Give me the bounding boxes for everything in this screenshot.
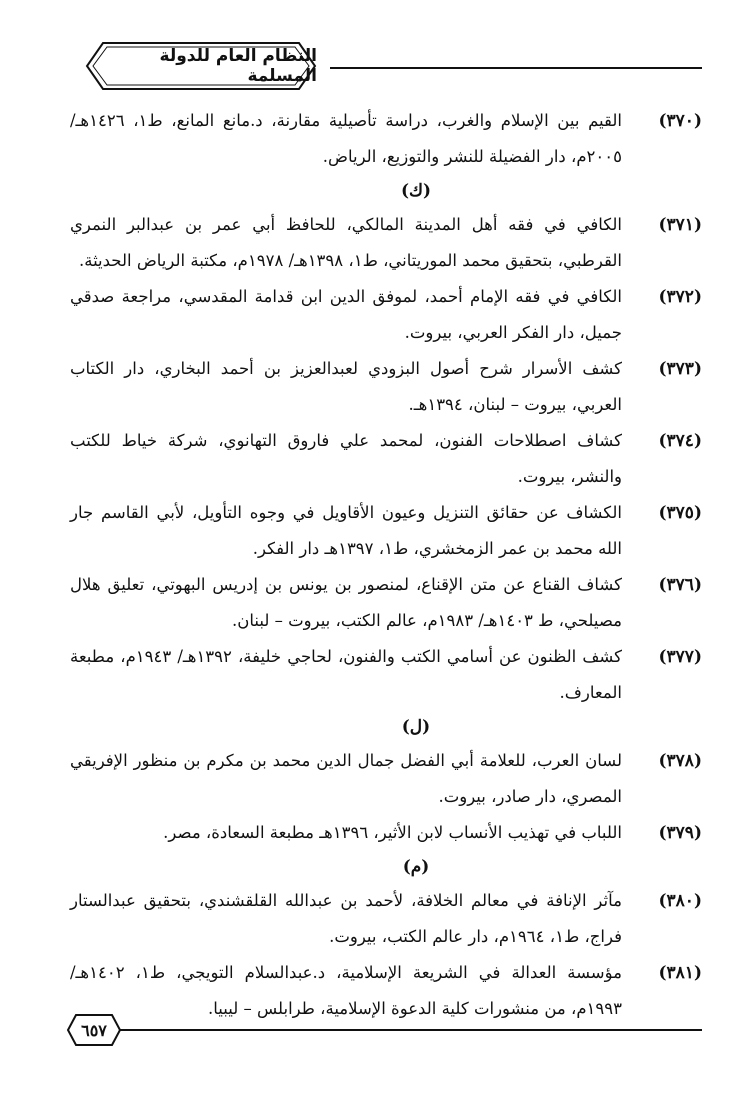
entry-number: (٣٧٣) [658,359,702,379]
entry-text: كشاف القناع عن متن الإقناع، لمنصور بن يونس بن إدريس البهوتي، تعليق هلال مصيلحي، ط ١٤٠٣هـ/ ١٩٨٣م، عالم الكتب، بيروت – لبنان. [70,575,622,630]
bibliography-entry [70,423,702,495]
page-number: ٦٥٧ [81,1020,107,1040]
entry-number: (٣٧٥) [658,503,702,523]
bibliography-entry [70,207,702,279]
entry-text: اللباب في تهذيب الأنساب لابن الأثير، ١٣٩٦هـ مطبعة السعادة، مصر. [163,823,622,842]
entry-number: (٣٨١) [658,963,702,983]
bibliography-entry [70,955,702,1027]
entry-text: كشف الأسرار شرح أصول البزودي لعبدالعزيز بن أحمد البخاري، دار الكتاب العربي، بيروت – لبنان، ١٣٩٤هـ. [70,359,622,414]
entry-number: (٣٧٦) [658,575,702,595]
page-number-badge [66,1013,122,1047]
bibliography-entry [70,351,702,423]
bibliography-entry [70,279,702,351]
bibliography-entry [70,639,702,711]
entry-text: مآثر الإنافة في معالم الخلافة، لأحمد بن عبدالله القلقشندي، بتحقيق عبدالستار فراج، ط١، ١٩٦٤م، دار عالم الكتب، بيروت. [70,891,622,946]
header-rule [330,67,702,69]
entry-number: (٣٧٠) [658,111,702,131]
entry-number: (٣٨٠) [658,891,702,911]
bibliography-entry [70,103,702,175]
entry-text: الكافي في فقه الإمام أحمد، لموفق الدين ابن قدامة المقدسي، مراجعة صدقي جميل، دار الفكر العربي، بيروت. [70,287,622,342]
entry-text: كشاف اصطلاحات الفنون، لمحمد علي فاروق التهانوي، شركة خياط للكتب والنشر، بيروت. [70,431,622,486]
entry-number: (٣٧٧) [658,647,702,667]
section-letter: (م) [402,857,430,877]
bibliography-list [70,103,702,1027]
bibliography-entry [70,743,702,815]
entry-number: (٣٧٩) [658,823,702,843]
running-title: النظام العام للدولة المسلمة [159,46,317,86]
section-letter: (ل) [401,717,431,737]
header-badge [85,40,317,92]
bibliography-entry [70,883,702,955]
entry-number: (٣٧٨) [658,751,702,771]
entry-text: لسان العرب، للعلامة أبي الفضل جمال الدين محمد بن مكرم بن منظور الإفريقي المصري، دار صادر، بيروت. [70,751,622,806]
bibliography-entry [70,495,702,567]
entry-text: الكشاف عن حقائق التنزيل وعيون الأقاويل في وجوه التأويل، لأبي القاسم جار الله محمد بن عمر الزمخشري، ط١، ١٣٩٧هـ دار الفكر. [70,503,622,558]
bibliography-entry [70,567,702,639]
section-letter: (ك) [400,181,432,201]
bibliography-entry [70,815,702,851]
entry-text: كشف الظنون عن أسامي الكتب والفنون، لحاجي خليفة، ١٣٩٢هـ/ ١٩٤٣م، مطبعة المعارف. [70,647,622,702]
entry-number: (٣٧٢) [658,287,702,307]
entry-text: مؤسسة العدالة في الشريعة الإسلامية، د.عبدالسلام التويجي، ط١، ١٤٠٢هـ/ ١٩٩٣م، من منشورات كلية الدعوة الإسلامية، طرابلس – ليبيا. [70,963,622,1018]
entry-number: (٣٧١) [658,215,702,235]
entry-text: القيم بين الإسلام والغرب، دراسة تأصيلية مقارنة، د.مانع المانع، ط١، ١٤٢٦هـ/ ٢٠٠٥م، دار الفضيلة للنشر والتوزيع، الرياض. [70,111,622,166]
footer-rule [118,1029,702,1031]
entry-number: (٣٧٤) [658,431,702,451]
entry-text: الكافي في فقه أهل المدينة المالكي، للحافظ أبي عمر بن عبدالبر النمري القرطبي، بتحقيق محمد الموريتاني، ط١، ١٣٩٨هـ/ ١٩٧٨م، مكتبة الرياض الحديثة. [70,215,622,270]
